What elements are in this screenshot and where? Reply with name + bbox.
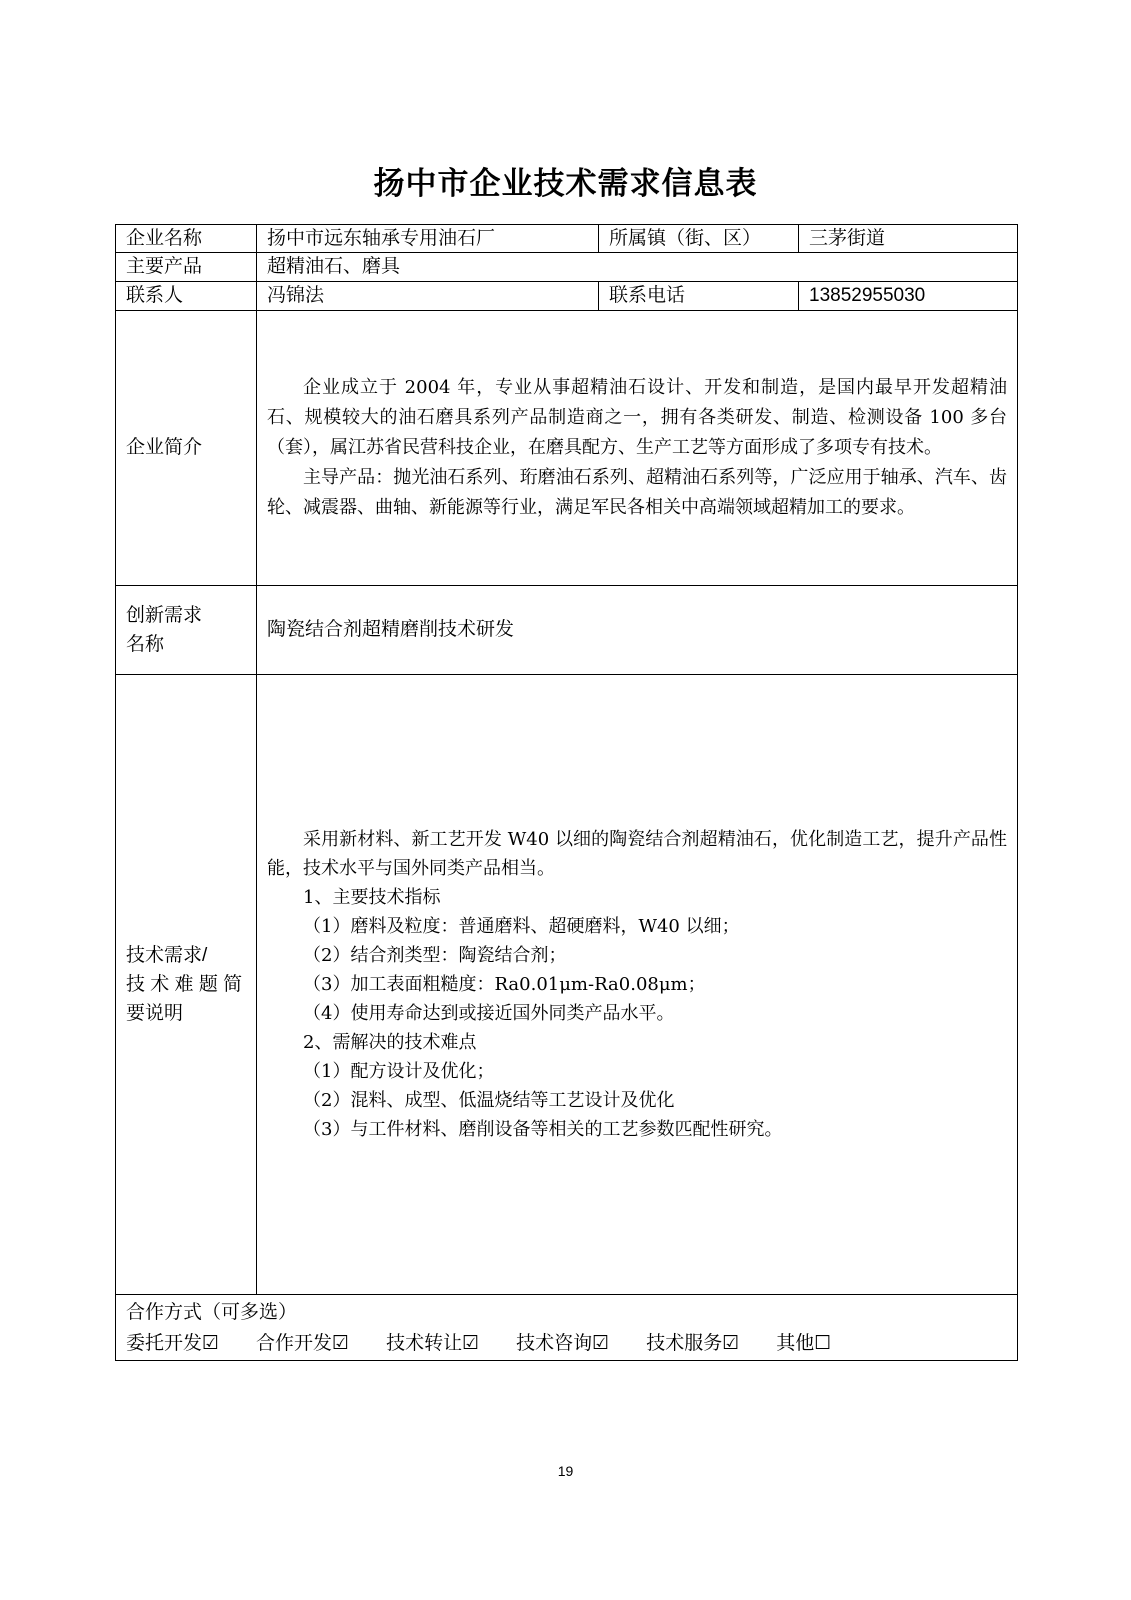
row-contact: [116, 282, 1018, 311]
page-title: 扬中市企业技术需求信息表: [373, 166, 758, 202]
info-table: [115, 224, 1018, 1361]
demand-value: 陶瓷结合剂超精磨削技术研发: [257, 586, 1018, 675]
town-label: 所属镇（街、区）: [599, 225, 799, 253]
row-company-name: [116, 225, 1018, 253]
tech-label: [116, 675, 257, 1295]
company-name-value: 扬中市远东轴承专用油石厂: [257, 225, 599, 253]
cooperation-label: 合作方式（可多选）: [126, 1301, 298, 1323]
tech-section-heading: 1、主要技术指标: [303, 887, 441, 908]
cooperation-option-joint[interactable]: 合作开发☑: [256, 1332, 350, 1354]
tech-indicator: （1）磨料及粒度：普通磨料、超硬磨料，W40 以细；: [303, 916, 740, 937]
tech-section-heading: 2、需解决的技术难点: [303, 1032, 477, 1053]
intro-body: [257, 311, 1018, 586]
demand-label-line: 创新需求: [126, 605, 203, 626]
phone-value: 13852955030: [799, 282, 1018, 311]
cooperation-cell: [116, 1295, 1018, 1361]
town-value: 三茅街道: [799, 225, 1018, 253]
demand-label-line: 名称: [126, 634, 165, 655]
tech-indicator: （3）加工表面粗糙度：Ra0.01μm-Ra0.08μm；: [303, 974, 706, 995]
intro-label: 企业简介: [116, 311, 257, 586]
product-label: 主要产品: [116, 253, 257, 282]
contact-value: 冯锦法: [257, 282, 599, 311]
tech-label-line: 要说明: [126, 1003, 184, 1024]
tech-difficulty: （1）配方设计及优化；: [303, 1061, 495, 1082]
cooperation-option-consulting[interactable]: 技术咨询☑: [516, 1332, 610, 1354]
tech-difficulty: （2）混料、成型、低温烧结等工艺设计及优化: [303, 1090, 675, 1111]
demand-label: [116, 586, 257, 675]
phone-label: 联系电话: [599, 282, 799, 311]
cooperation-options: [126, 1328, 1007, 1359]
tech-intro: 采用新材料、新工艺开发 W40 以细的陶瓷结合剂超精油石，优化制造工艺，提升产品性能，技术水平与国外同类产品相当。: [267, 829, 1007, 879]
row-tech: [116, 675, 1018, 1295]
cooperation-option-other[interactable]: 其他☐: [776, 1332, 832, 1354]
intro-paragraph: 企业成立于 2004 年，专业从事超精油石设计、开发和制造，是国内最早开发超精油石、规模较大的油石磨具系列产品制造商之一，拥有各类研发、制造、检测设备 100 多台（套），属江苏省民营科技企业，在磨具配方、生产工艺等方面形成了多项专有技术。: [267, 377, 1007, 458]
tech-label-line: 技 术 难 题 简: [126, 974, 243, 995]
row-cooperation: [116, 1295, 1018, 1361]
product-value: 超精油石、磨具: [257, 253, 1018, 282]
row-demand: [116, 586, 1018, 675]
page-number: 19: [557, 1463, 574, 1479]
row-intro: [116, 311, 1018, 586]
tech-indicator: （2）结合剂类型：陶瓷结合剂；: [303, 945, 567, 966]
cooperation-option-service[interactable]: 技术服务☑: [646, 1332, 740, 1354]
cooperation-option-transfer[interactable]: 技术转让☑: [386, 1332, 480, 1354]
row-main-product: [116, 253, 1018, 282]
cooperation-option-commissioned[interactable]: 委托开发☑: [126, 1332, 220, 1354]
tech-body: [257, 675, 1018, 1295]
company-name-label: 企业名称: [116, 225, 257, 253]
tech-label-line: 技术需求/: [126, 945, 208, 966]
tech-indicator: （4）使用寿命达到或接近国外同类产品水平。: [303, 1003, 675, 1024]
intro-paragraph: 主导产品：抛光油石系列、珩磨油石系列、超精油石系列等，广泛应用于轴承、汽车、齿轮、减震器、曲轴、新能源等行业，满足军民各相关中高端领域超精加工的要求。: [267, 467, 1007, 518]
tech-difficulty: （3）与工件材料、磨削设备等相关的工艺参数匹配性研究。: [303, 1119, 783, 1140]
contact-label: 联系人: [116, 282, 257, 311]
